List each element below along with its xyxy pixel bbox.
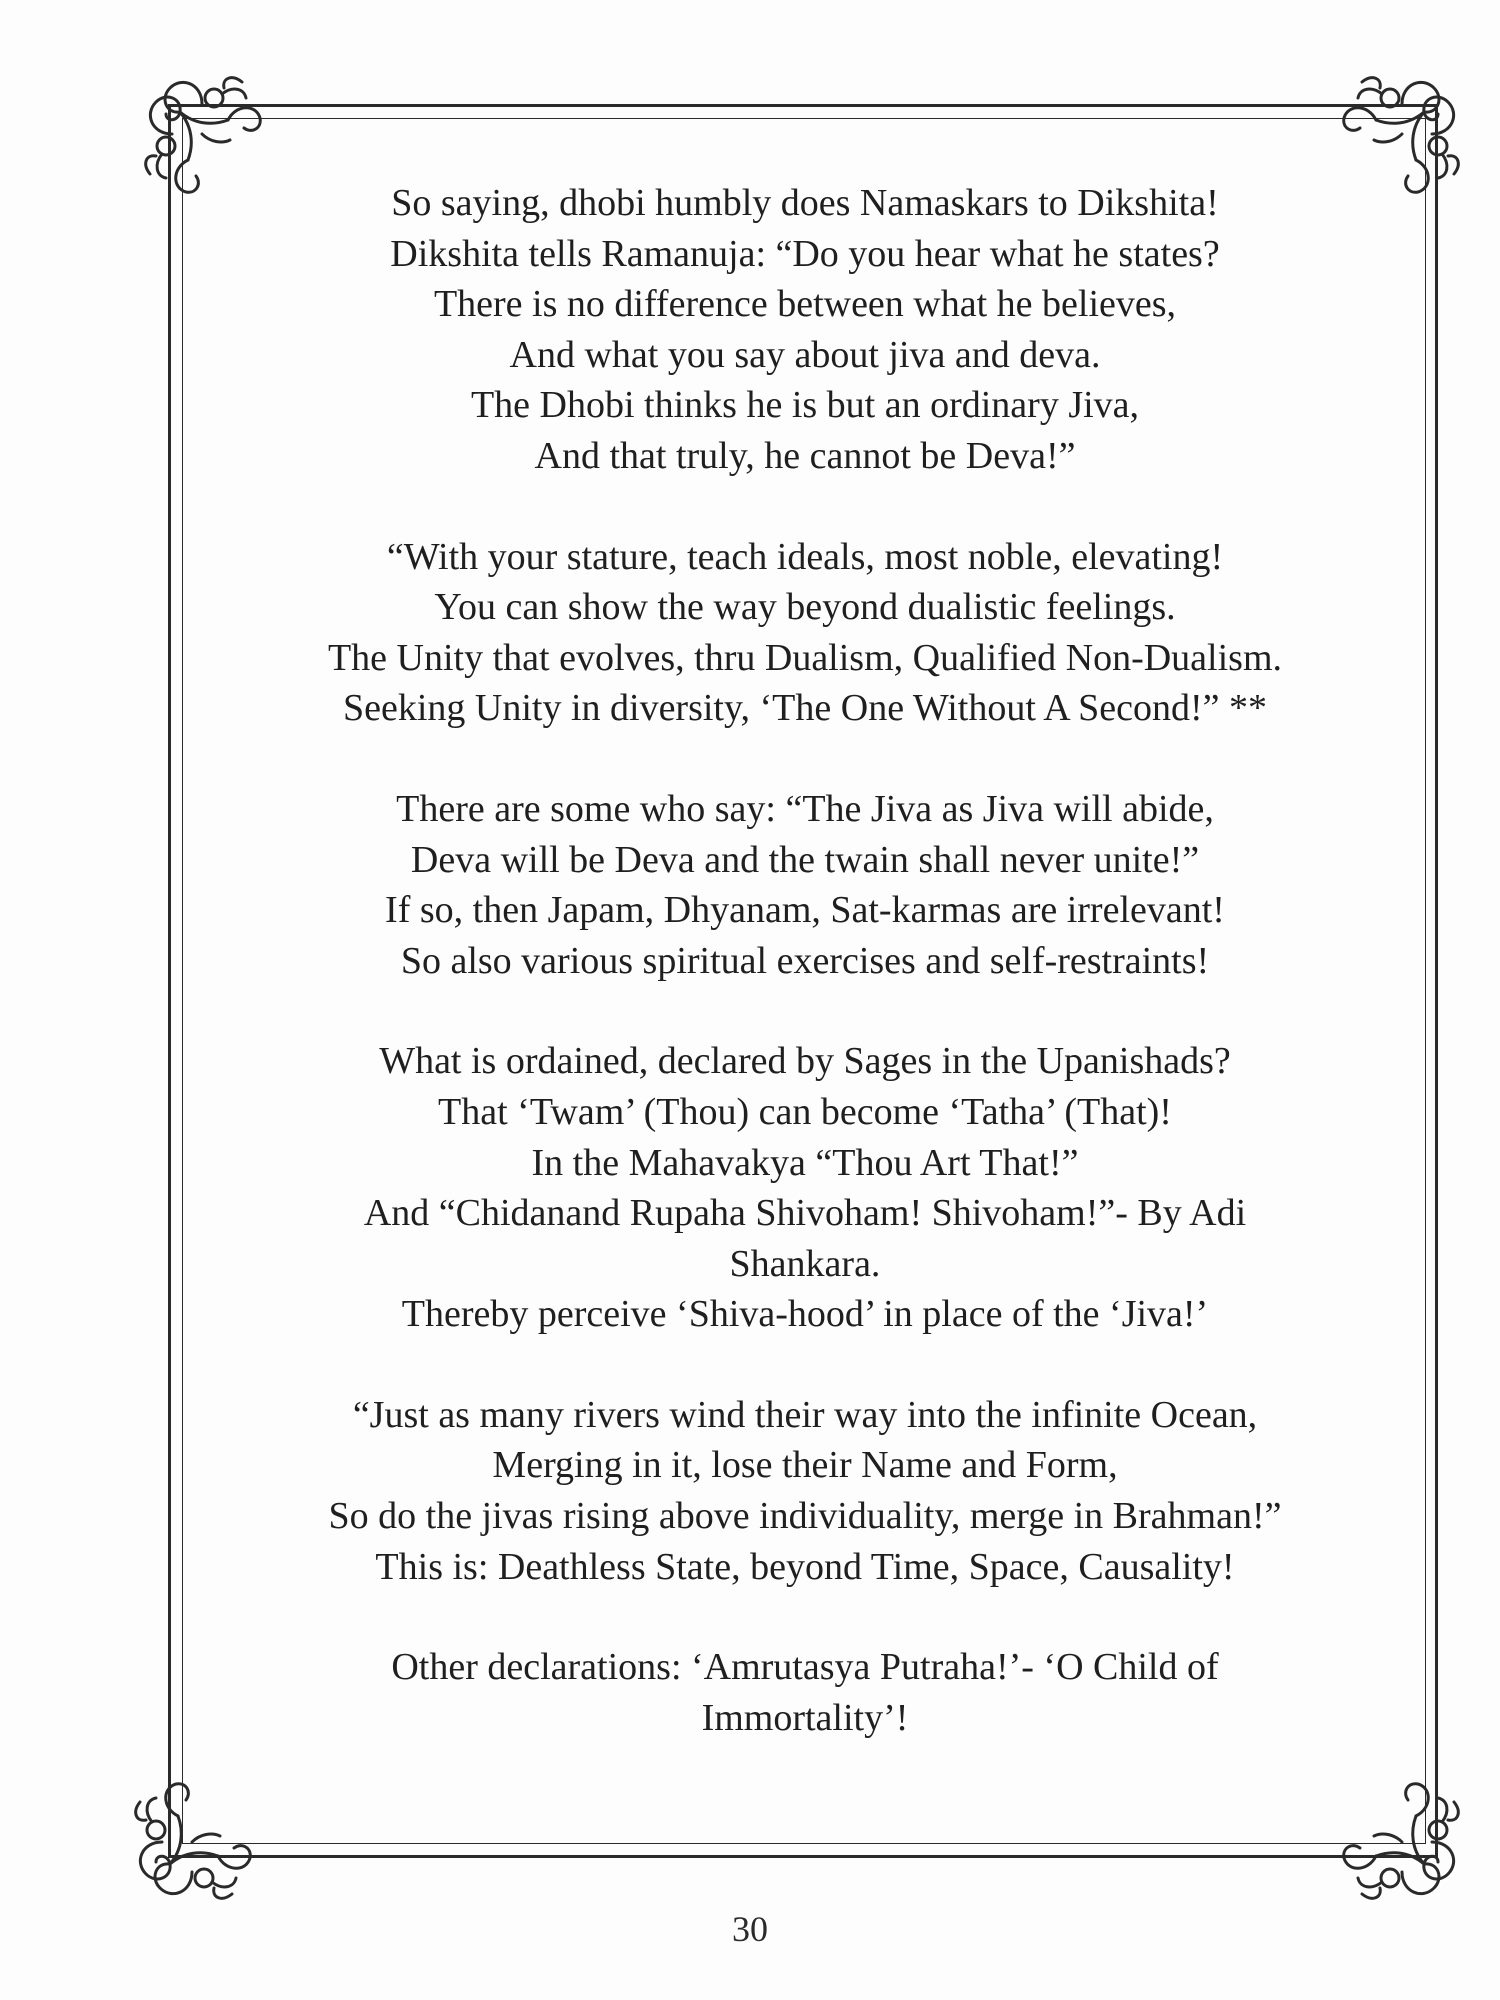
poem-line: So also various spiritual exercises and self-restraints! — [400, 939, 1210, 982]
stanza — [190, 1390, 1420, 1592]
poem-line: “Just as many rivers wind their way into the infinite Ocean, — [352, 1393, 1258, 1436]
poem-line: Seeking Unity in diversity, ‘The One Without A Second!” ** — [342, 687, 1268, 730]
poem-line: Shankara. — [729, 1242, 881, 1285]
poem-line: “With your stature, teach ideals, most noble, elevating! — [386, 535, 1224, 578]
poem-line: Thereby perceive ‘Shiva-hood’ in place of the ‘Jiva!’ — [401, 1293, 1209, 1336]
poem-line: Dikshita tells Ramanuja: “Do you hear what he states? — [390, 232, 1220, 275]
poem-line: If so, then Japam, Dhyanam, Sat-karmas are irrelevant! — [385, 889, 1225, 932]
stanza — [190, 532, 1420, 734]
poem-line: What is ordained, declared by Sages in the Upanishads? — [379, 1040, 1231, 1083]
page-number: 30 — [732, 1909, 768, 1949]
poem-line: This is: Deathless State, beyond Time, Space, Causality! — [375, 1545, 1235, 1588]
poem-line: In the Mahavakya “Thou Art That!” — [531, 1141, 1079, 1184]
poem-line: And what you say about jiva and deva. — [509, 333, 1101, 376]
poem-line: So saying, dhobi humbly does Namaskars to Dikshita! — [391, 182, 1219, 224]
poem-line: So do the jivas rising above individuality, merge in Brahman!” — [328, 1495, 1282, 1538]
poem-line: The Unity that evolves, thru Dualism, Qualified Non-Dualism. — [327, 636, 1283, 679]
poem-body — [190, 178, 1420, 1793]
poem-line: Deva will be Deva and the twain shall never unite!” — [410, 838, 1200, 881]
poem-line: There are some who say: “The Jiva as Jiva will abide, — [396, 787, 1214, 830]
poem-line: And “Chidanand Rupaha Shivoham! Shivoham!”- By Adi — [363, 1192, 1247, 1235]
stanza — [190, 784, 1420, 986]
poem-line: Merging in it, lose their Name and Form, — [492, 1444, 1118, 1487]
poem-line: There is no difference between what he believes, — [433, 283, 1177, 326]
stanza — [190, 1036, 1420, 1340]
poem-line: And that truly, he cannot be Deva!” — [534, 434, 1076, 477]
poem-line: Other declarations: ‘Amrutasya Putraha!’- ‘O Child of — [391, 1646, 1219, 1689]
poem-line: Immortality’! — [701, 1696, 909, 1739]
stanza — [190, 178, 1420, 482]
stanza — [190, 1642, 1420, 1743]
poem-line: You can show the way beyond dualistic feelings. — [434, 586, 1176, 629]
poem-line: The Dhobi thinks he is but an ordinary Jiva, — [470, 384, 1140, 427]
poem-line: That ‘Twam’ (Thou) can become ‘Tatha’ (That)! — [438, 1090, 1172, 1133]
